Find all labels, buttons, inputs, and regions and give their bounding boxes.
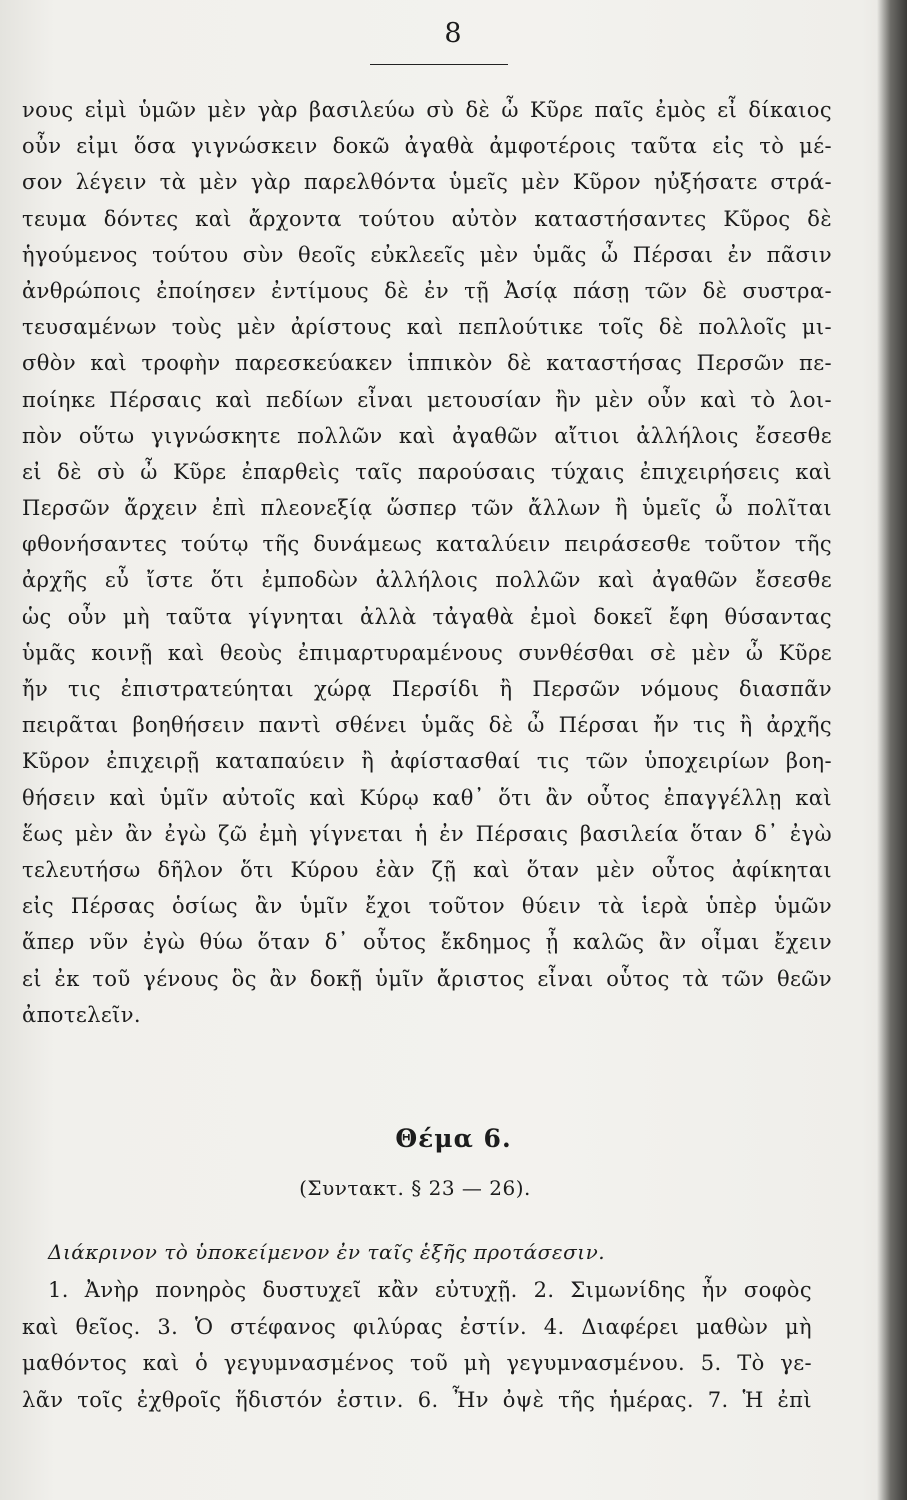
text-line: ἅπερ νῦν ἐγὼ θύω ὅταν δ᾽ οὗτος ἔκδημος ᾖ καλῶς ἂν οἶμαι ἔχειν <box>22 930 832 955</box>
body-text <box>22 92 832 1033</box>
text-line: τευμα δόντες καὶ ἄρχοντα τούτου αὐτὸν καταστήσαντες Κῦρος δὲ <box>22 206 832 231</box>
text-line: ὑμᾶς κοινῇ καὶ θεοὺς ἐπιμαρτυραμένους συνθέσθαι σὲ μὲν ὦ Κῦρε <box>22 640 832 665</box>
exercise-line: λᾶν τοῖς ἐχθροῖς ἥδιστόν ἐστιν. 6. Ἦν ὀψὲ τῆς ἡμέρας. 7. Ἡ ἐπὶ <box>22 1387 812 1412</box>
exercise-instruction: Διάκρινον τὸ ὑποκείμενον ἐν ταῖς ἑξῆς προτάσεσιν. <box>48 1240 606 1264</box>
section-title: Θέμα 6. <box>395 1124 512 1153</box>
text-line: εἰς Πέρσας ὁσίως ἂν ὑμῖν ἔχοι τοῦτον θύειν τὰ ἱερὰ ὑπὲρ ὑμῶν <box>22 894 832 919</box>
text-line: τελευτήσω δῆλον ὅτι Κύρου ἐὰν ζῇ καὶ ὅταν μὲν οὗτος ἀφίκηται <box>22 857 832 882</box>
exercise-line: μαθόντος καὶ ὁ γεγυμνασμένος τοῦ μὴ γεγυμνασμένου. 5. Τὸ γε- <box>22 1351 812 1375</box>
text-line: εἰ δὲ σὺ ὦ Κῦρε ἐπαρθεὶς ταῖς παρούσαις τύχαις ἐπιχειρήσεις καὶ <box>22 459 832 484</box>
text-line: Περσῶν ἄρχειν ἐπὶ πλεονεξίᾳ ὥσπερ τῶν ἄλλων ἢ ὑμεῖς ὦ πολῖται <box>22 496 832 521</box>
text-line: σον λέγειν τὰ μὲν γὰρ παρελθόντα ὑμεῖς μὲν Κῦρον ηὐξήσατε στρά- <box>22 170 832 195</box>
page-number: 8 <box>444 18 463 49</box>
page-edge-shadow <box>877 0 907 1500</box>
exercise-line: 1. Ἀνὴρ πονηρὸς δυστυχεῖ κἂν εὐτυχῇ. 2. Σιμωνίδης ἦν σοφὸς <box>48 1278 812 1302</box>
section-reference: (Συντακτ. § 23 — 26). <box>299 1176 531 1200</box>
text-line: ποίηκε Πέρσαις καὶ πεδίων εἶναι μετουσίαν ἢν μὲν οὖν καὶ τὸ λοι- <box>22 387 832 412</box>
text-line: εἰ ἐκ τοῦ γένους ὃς ἂν δοκῇ ὑμῖν ἄριστος εἶναι οὗτος τὰ τῶν θεῶν <box>22 966 832 991</box>
exercise-text <box>22 1272 812 1418</box>
text-line: ἤν τις ἐπιστρατεύηται χώρᾳ Περσίδι ἢ Περσῶν νόμους διασπᾶν <box>22 677 832 701</box>
text-line: θήσειν καὶ ὑμῖν αὐτοῖς καὶ Κύρῳ καθ᾽ ὅτι ἂν οὗτος ἐπαγγέλλῃ καὶ <box>22 785 832 810</box>
text-line: τευσαμένων τοὺς μὲν ἀρίστους καὶ πεπλούτικε τοῖς δὲ πολλοῖς μι- <box>22 315 832 340</box>
text-line: ἀποτελεῖν. <box>22 1002 141 1027</box>
text-line: ἀνθρώποις ἐποίησεν ἐντίμους δὲ ἐν τῇ Ἀσίᾳ πάσῃ τῶν δὲ συστρα- <box>22 278 832 303</box>
text-line: πειρᾶται βοηθήσειν παντὶ σθένει ὑμᾶς δὲ ὦ Πέρσαι ἤν τις ἢ ἀρχῆς <box>22 713 832 738</box>
text-line: πὸν οὕτω γιγνώσκητε πολλῶν καὶ ἀγαθῶν αἴτιοι ἀλλήλοις ἔσεσθε <box>22 423 832 448</box>
text-line: ὡς οὖν μὴ ταῦτα γίγνηται ἀλλὰ τἀγαθὰ ἐμοὶ δοκεῖ ἔφη θύσαντας <box>22 604 832 629</box>
text-line: ἕως μὲν ἂν ἐγὼ ζῶ ἐμὴ γίγνεται ἡ ἐν Πέρσαις βασιλεία ὅταν δ᾽ ἐγὼ <box>22 821 832 846</box>
exercise-line: καὶ θεῖος. 3. Ὁ στέφανος φιλύρας ἐστίν. 4. Διαφέρει μαθὼν μὴ <box>22 1314 812 1339</box>
header-rule <box>370 64 508 65</box>
text-line: Κῦρον ἐπιχειρῇ καταπαύειν ἢ ἀφίστασθαί τις τῶν ὑποχειρίων βοη- <box>22 749 832 774</box>
text-line: ἀρχῆς εὖ ἴστε ὅτι ἐμποδὼν ἀλλήλοις πολλῶν καὶ ἀγαθῶν ἔσεσθε <box>22 568 832 593</box>
text-line: σθὸν καὶ τροφὴν παρεσκεύακεν ἱππικὸν δὲ καταστήσας Περσῶν πε- <box>22 351 832 376</box>
text-line: νους εἰμὶ ὑμῶν μὲν γὰρ βασιλεύω σὺ δὲ ὦ Κῦρε παῖς ἐμὸς εἶ δίκαιος <box>22 98 832 122</box>
text-line: ἡγούμενος τούτου σὺν θεοῖς εὐκλεεῖς μὲν ὑμᾶς ὦ Πέρσαι ἐν πᾶσιν <box>22 242 832 267</box>
text-line: οὖν εἰμι ὅσα γιγνώσκειν δοκῶ ἀγαθὰ ἀμφοτέροις ταῦτα εἰς τὸ μέ- <box>22 134 832 159</box>
text-line: φθονήσαντες τούτῳ τῆς δυνάμεως καταλύειν πειράσεσθε τοῦτον τῆς <box>22 532 832 557</box>
